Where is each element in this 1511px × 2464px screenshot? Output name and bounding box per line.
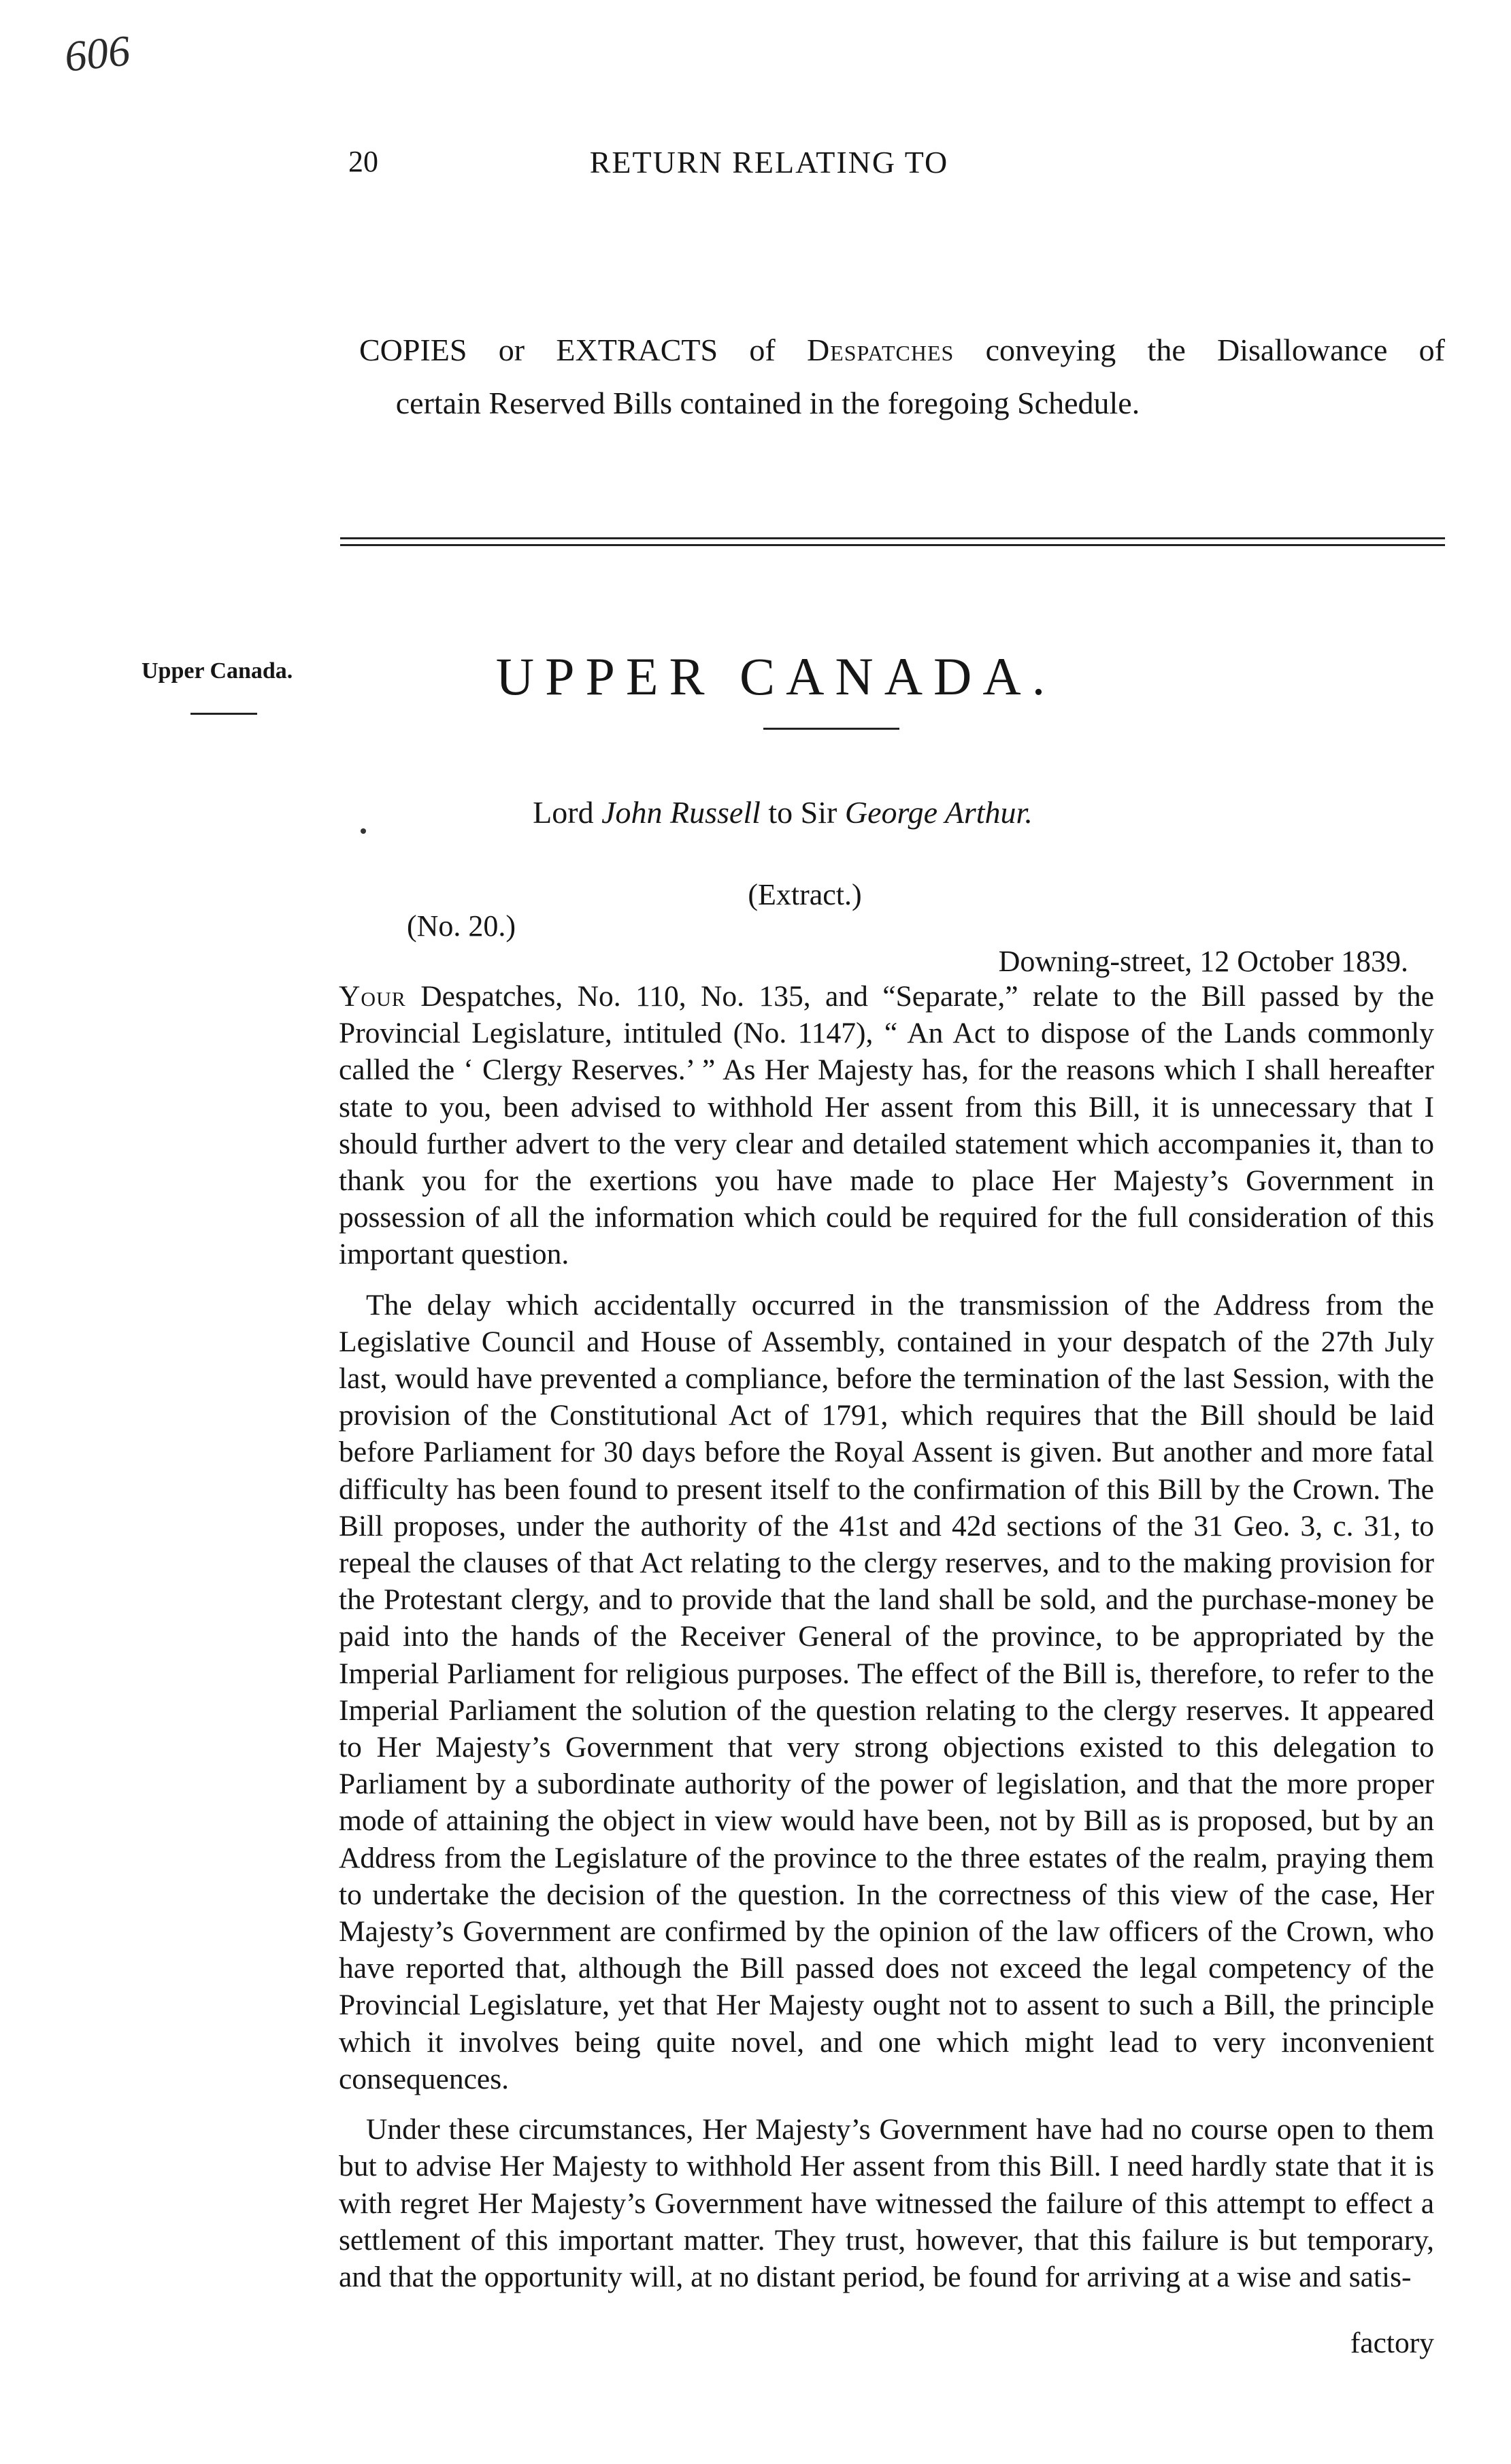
section-heading: UPPER CANADA.: [495, 647, 1057, 706]
lord-prefix: Lord: [533, 795, 602, 830]
pencil-folio-note: 606: [62, 26, 133, 81]
dateline: Downing-street, 12 October 1839.: [998, 945, 1408, 978]
paragraph-1-lead: Your: [339, 980, 406, 1013]
catchword: factory: [1350, 2327, 1434, 2359]
paragraph-1: [339, 978, 1434, 1273]
title-text-despatches: Despatches: [806, 333, 954, 367]
page-number: 20: [348, 145, 378, 178]
letter-body: [339, 978, 1434, 2309]
heading-rule: [763, 728, 899, 730]
document-title-line-2: certain Reserved Bills contained in the foregoing Schedule.: [395, 386, 1140, 420]
marginal-note: Upper Canada.: [142, 658, 293, 683]
paragraph-3: Under these circumstances, Her Majesty’s Government have had no course open to them but to advise Her Majesty to withhold Her assent from this Bill. I need hardly state that it is with regret Her Majesty’s Government have witnessed the failure of this attempt to effect a settlement of this important matter. They trust, however, that this failure is but temporary, and that the opportunity will, at no distant period, be found for arriving at a wise and satis-: [339, 2113, 1434, 2293]
document-title-line-1: [359, 332, 1445, 368]
to-text: to Sir: [760, 795, 845, 830]
despatch-number: (No. 20.): [407, 909, 516, 943]
double-rule-top: [340, 537, 1445, 539]
running-head: RETURN RELATING TO: [589, 145, 949, 180]
paragraph-1-text: Despatches, No. 110, No. 135, and “Separate,” relate to the Bill passed by the Provincial Legislature, intituled (No. 1147), “ An Act to dispose of the Lands commonly called the ‘ Clergy Reserves.’ ” As Her Majesty has, for the reasons which I shall hereafter state to you, been advised to withhold Her assent from this Bill, it is unnecessary that I should further advert to the very clear and detailed statement which accompanies it, than to thank you for the exertions you have made to place Her Majesty’s Government in possession of all the information which could be required for the full consideration of this important question.: [339, 980, 1434, 1271]
sender-name: John Russell: [601, 795, 761, 830]
recipient-name: George Arthur.: [844, 795, 1033, 830]
marginal-note-rule: [190, 713, 257, 715]
double-rule-bottom: [340, 544, 1445, 546]
title-text-a: COPIES or EXTRACTS of: [359, 333, 807, 367]
paragraph-2: The delay which accidentally occurred in the transmission of the Address from the Legislative Council and House of Assembly, contained in your despatch of the 27th July last, would have prevented a compliance, before the termination of the last Session, with the provision of the Constitutional Act of 1791, which requires that the Bill should be laid before Parliament for 30 days before the Royal Assent is given. But another and more fatal difficulty has been found to present itself to the confirmation of this Bill by the Crown. The Bill proposes, under the authority of the 41st and 42d sections of the 31 Geo. 3, c. 31, to repeal the clauses of that Act relating to the clergy reserves, and to the making provision for the Protestant clergy, and to provide that the land shall be sold, and the purchase-money be paid into the hands of the Receiver General of the province, to be appropriated by the Imperial Parliament for religious purposes. The effect of the Bill is, therefore, to refer to the Imperial Parliament the solution of the question relating to the clergy reserves. It appeared to Her Majesty’s Government that very strong objections existed to this delegation to Parliament by a subordinate authority of the power of legislation, and that the more proper mode of attaining the object in view would have been, not by Bill as is proposed, but by an Address from the Legislature of the province to the three estates of the realm, praying them to undertake the decision of the question. In the correctness of this view of the case, Her Majesty’s Government are confirmed by the opinion of the law officers of the Crown, who have reported that, although the Bill passed does not exceed the legal competency of the Provincial Legislature, yet that Her Majesty ought not to assent to such a Bill, the principle which it involves being quite novel, and one which might lead to very inconvenient consequences.: [339, 1288, 1434, 2095]
correspondence-line: [0, 794, 1511, 830]
title-text-b: conveying the Disallowance of: [954, 333, 1445, 367]
ink-dot: [361, 828, 366, 834]
extract-label: (Extract.): [748, 878, 862, 911]
